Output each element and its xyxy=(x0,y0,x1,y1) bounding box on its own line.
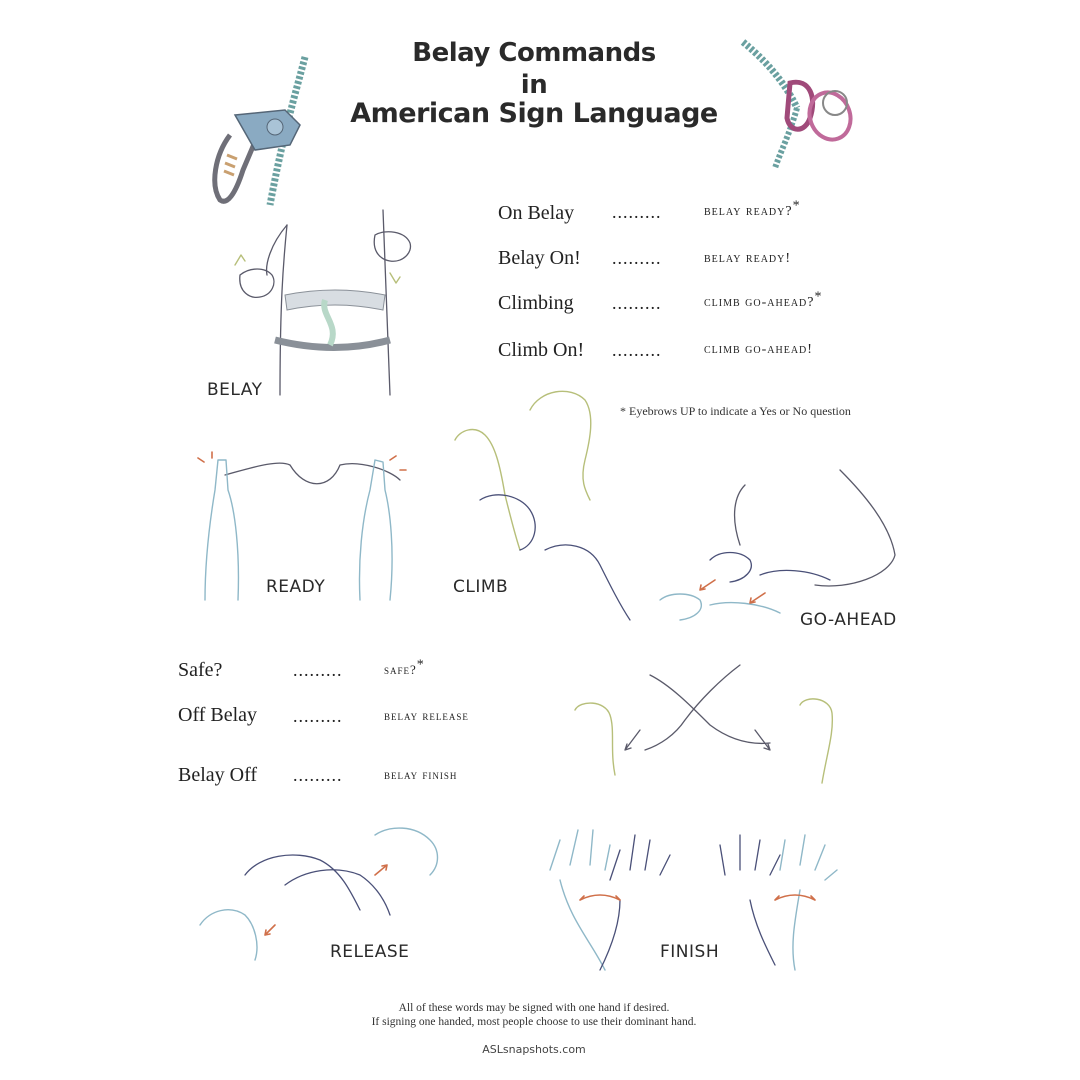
release-sign-illustration xyxy=(195,815,460,975)
gloss-climb-go-ahead: climb go-ahead! xyxy=(704,342,813,357)
site-link[interactable]: ASLsnapshots.com xyxy=(482,1043,586,1056)
belay-sign-illustration xyxy=(225,205,425,400)
command-dots: ......... xyxy=(293,706,343,726)
gloss-safe-question: safe?* xyxy=(384,657,425,677)
label-go-ahead: GO-AHEAD xyxy=(800,610,897,630)
label-release: RELEASE xyxy=(330,942,410,962)
command-on-belay: On Belay xyxy=(498,202,575,224)
gloss-climb-go-ahead-question: climb go-ahead?* xyxy=(704,289,823,310)
gloss-belay-release: belay release xyxy=(384,708,469,723)
gloss-belay-ready: belay ready! xyxy=(704,251,792,266)
command-dots: ......... xyxy=(293,765,343,785)
command-dots: ......... xyxy=(293,660,343,680)
footer-line-1: All of these words may be signed with one hand if desired. xyxy=(398,1002,670,1014)
footer-line-2: If signing one handed, most people choose to use their dominant hand. xyxy=(371,1016,697,1028)
safe-sign-illustration xyxy=(560,655,845,800)
question-star: * xyxy=(814,289,823,305)
label-ready: READY xyxy=(266,577,326,597)
command-climbing: Climbing xyxy=(498,292,574,314)
eyebrows-note: * Eyebrows UP to indicate a Yes or No question xyxy=(620,404,851,418)
page-title-line-3: American Sign Language xyxy=(350,98,718,129)
question-star: * xyxy=(792,198,801,214)
page-title-line-1: Belay Commands xyxy=(412,38,656,68)
gloss-belay-ready-question: belay ready?* xyxy=(704,198,801,219)
command-dots: ......... xyxy=(612,340,662,360)
question-star: * xyxy=(416,657,425,673)
command-climb-on: Climb On! xyxy=(498,339,585,361)
label-belay: BELAY xyxy=(207,380,263,400)
command-safe: Safe? xyxy=(178,659,223,681)
page-title-line-2: in xyxy=(520,70,548,100)
label-climb: CLIMB xyxy=(453,577,509,597)
label-finish: FINISH xyxy=(660,942,720,962)
command-belay-on: Belay On! xyxy=(498,247,581,269)
command-dots: ......... xyxy=(612,293,662,313)
command-off-belay: Off Belay xyxy=(178,704,258,726)
command-dots: ......... xyxy=(612,248,662,268)
gloss-belay-finish: belay finish xyxy=(384,767,458,782)
command-dots: ......... xyxy=(612,202,662,222)
command-belay-off: Belay Off xyxy=(178,764,258,786)
belay-device-illustration xyxy=(205,55,325,210)
atc-device-illustration xyxy=(735,38,860,173)
